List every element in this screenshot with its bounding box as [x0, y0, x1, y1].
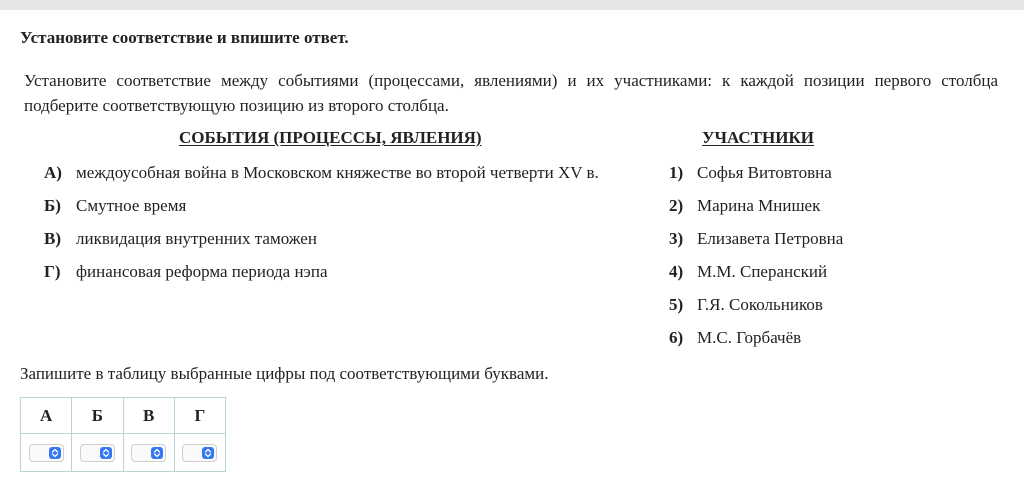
- answer-column-header: А: [21, 398, 72, 434]
- participant-item: [669, 328, 801, 348]
- updown-chevron-icon: [151, 447, 163, 459]
- updown-chevron-icon: [202, 447, 214, 459]
- participant-item: [669, 196, 820, 216]
- events-column-header: СОБЫТИЯ (ПРОЦЕССЫ, ЯВЛЕНИЯ): [179, 128, 482, 147]
- event-text: ликвидация внутренних таможен: [76, 229, 317, 248]
- event-item: [44, 262, 328, 282]
- answer-table: [20, 397, 226, 472]
- event-item: [44, 163, 599, 183]
- updown-chevron-icon: [49, 447, 61, 459]
- task-heading: Установите соответствие и впишите ответ.: [20, 28, 349, 47]
- event-item: [44, 229, 317, 249]
- participant-item: [669, 295, 823, 315]
- answer-prompt: Запишите в таблицу выбранные цифры под соответствующими буквами.: [20, 364, 549, 383]
- updown-chevron-icon: [100, 447, 112, 459]
- event-key: Б): [44, 196, 61, 215]
- event-key: Г): [44, 262, 61, 281]
- event-key: В): [44, 229, 61, 248]
- participant-key: 2): [669, 196, 684, 215]
- participant-text: Г.Я. Сокольников: [697, 295, 823, 314]
- answer-select-v[interactable]: [131, 444, 166, 462]
- event-key: А): [44, 163, 62, 182]
- participant-item: [669, 163, 832, 183]
- participant-text: Софья Витовтовна: [697, 163, 832, 182]
- participant-text: Марина Мнишек: [697, 196, 821, 215]
- event-text: междоусобная война в Московском княжестве во второй четверти XV в.: [76, 163, 599, 182]
- answer-select-g[interactable]: [182, 444, 217, 462]
- task-instructions: Установите соответствие между событиями (процессами, явлениями) и их участниками: к каждой позиции первого столбца подберите соответствующую позицию из второго столбца.: [24, 71, 998, 115]
- participant-key: 6): [669, 328, 684, 347]
- participant-text: Елизавета Петровна: [697, 229, 844, 248]
- answer-column-header: Г: [174, 398, 225, 434]
- participant-key: 1): [669, 163, 684, 182]
- top-bar: [0, 0, 1024, 10]
- participant-item: [669, 229, 843, 249]
- participant-text: М.М. Сперанский: [697, 262, 828, 281]
- event-item: [44, 196, 186, 216]
- participant-item: [669, 262, 827, 282]
- answer-column-header: В: [123, 398, 174, 434]
- participant-text: М.С. Горбачёв: [697, 328, 802, 347]
- participant-key: 3): [669, 229, 684, 248]
- participant-key: 5): [669, 295, 684, 314]
- answer-select-b[interactable]: [80, 444, 115, 462]
- answer-column-header: Б: [72, 398, 123, 434]
- answer-select-a[interactable]: [29, 444, 64, 462]
- participants-column-header: УЧАСТНИКИ: [702, 128, 814, 147]
- participant-key: 4): [669, 262, 684, 281]
- event-text: Смутное время: [76, 196, 187, 215]
- event-text: финансовая реформа периода нэпа: [76, 262, 328, 281]
